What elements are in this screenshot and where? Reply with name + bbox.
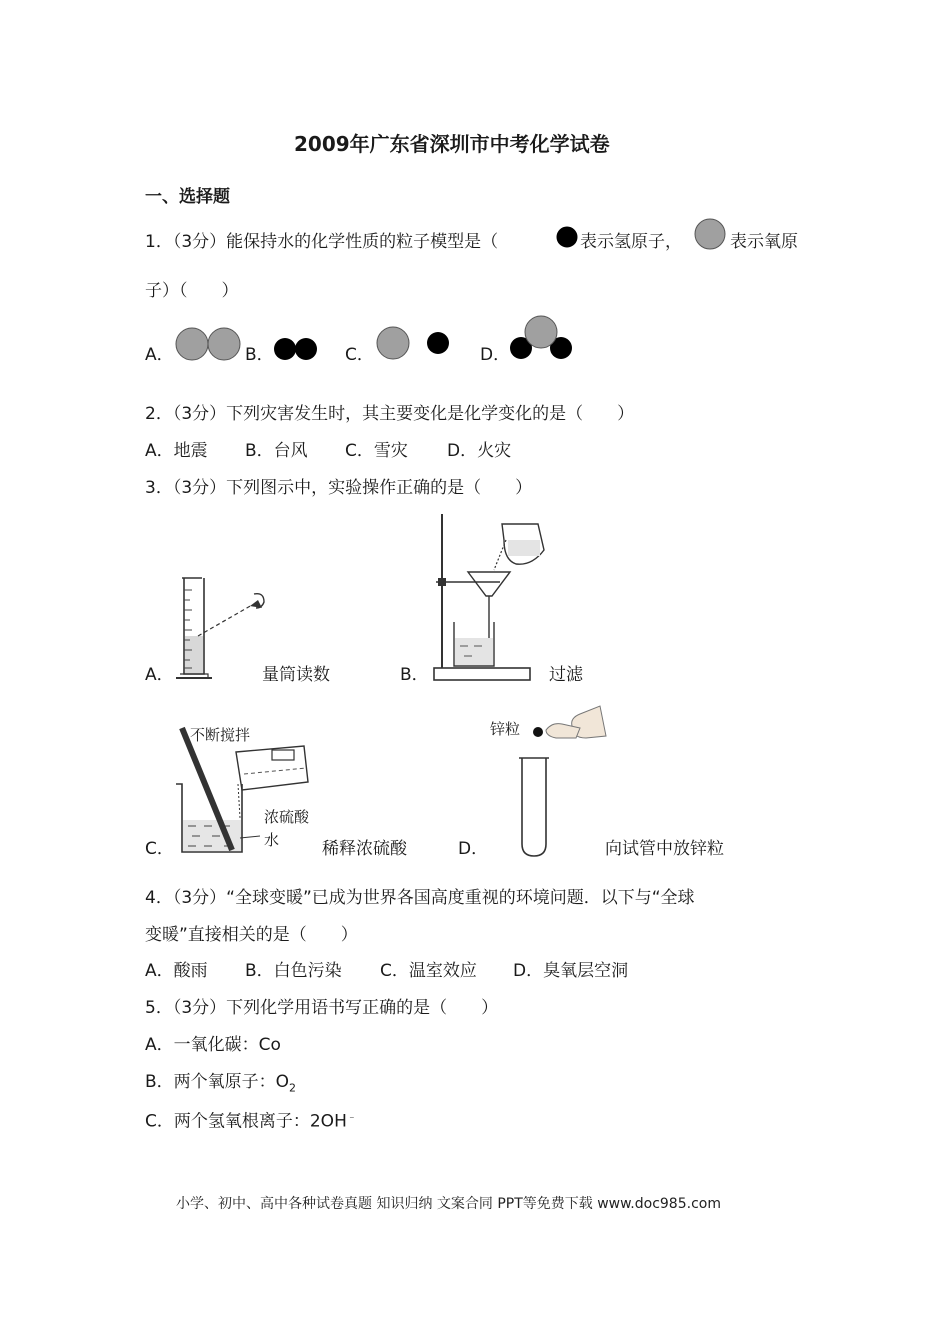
q1-option-c-model-icon (376, 326, 456, 362)
q3-option-c-caption: 稀释浓硫酸 (322, 839, 407, 859)
q1-option-a-label: A． (145, 345, 174, 365)
q2-option-a: A．地震 (145, 441, 208, 461)
oxygen-atom-icon (694, 219, 728, 253)
q1-option-d-model-icon (509, 315, 575, 365)
q1-stem-part2: 表示氢原子， (580, 232, 682, 252)
q3-option-c-label: C． (145, 839, 174, 859)
q4-option-c: C．温室效应 (380, 961, 477, 981)
q1-option-b-label: B． (245, 345, 274, 365)
q5-stem: 5．（3分）下列化学用语书写正确的是（ ） (145, 998, 499, 1018)
q5-option-b-subscript: 2 (289, 1081, 297, 1095)
q1-stem-part1: 1．（3分）能保持水的化学性质的粒子模型是（ (145, 232, 499, 252)
page-footer: 小学、初中、高中各种试卷真题 知识归纳 文案合同 PPT等免费下载 www.doc985.com (176, 1196, 721, 1212)
q1-option-c-label: C． (345, 345, 374, 365)
q3-option-b-caption: 过滤 (549, 665, 583, 685)
label-water: 水 (264, 831, 280, 849)
q2-option-b: B．台风 (245, 441, 308, 461)
q1-option-b-model-icon (273, 337, 321, 363)
q2-option-c: C．雪灾 (345, 441, 408, 461)
q4-option-b: B．白色污染 (245, 961, 342, 981)
q5-option-a: A．一氧化碳：Co (145, 1035, 281, 1055)
q3-option-d-caption: 向试管中放锌粒 (605, 839, 724, 859)
label-stirring: 不断搅拌 (190, 726, 251, 744)
q3-stem: 3．（3分）下列图示中，实验操作正确的是（ ） (145, 478, 533, 498)
hydrogen-atom-icon (556, 226, 580, 250)
q4-option-d: D．臭氧层空洞 (513, 961, 629, 981)
q5-option-c (145, 1107, 357, 1133)
q1-stem-line2: 子）（ ） (145, 281, 239, 301)
q3-option-a-caption: 量筒读数 (262, 665, 330, 685)
q4-stem-line1: 4．（3分）“全球变暖”已成为世界各国高度重视的环境问题．以下与“全球 (145, 888, 695, 908)
q2-option-d: D．火灾 (447, 441, 512, 461)
q5-option-b-text: B．两个氧原子：O (145, 1072, 290, 1092)
q1-option-a-model-icon (175, 327, 245, 363)
q3-option-b-label: B． (400, 665, 429, 685)
q5-option-b (145, 1071, 296, 1099)
q3-option-a-label: A． (145, 665, 174, 685)
q2-stem: 2．（3分）下列灾害发生时，其主要变化是化学变化的是（ ） (145, 404, 635, 424)
filtration-apparatus-illustration (428, 510, 568, 685)
q4-stem-line2: 变暖”直接相关的是（ ） (145, 925, 358, 945)
q1-stem-part3: 表示氧原 (730, 232, 798, 252)
q1-option-d-label: D． (480, 345, 511, 365)
label-zinc-granule: 锌粒 (490, 720, 521, 738)
page-title: 2009年广东省深圳市中考化学试卷 (294, 132, 610, 156)
label-concentrated-acid: 浓硫酸 (264, 808, 310, 826)
q5-option-c-superscript: ﹣ (346, 1112, 357, 1123)
q4-option-a: A．酸雨 (145, 961, 208, 981)
section-heading: 一、选择题 (145, 187, 230, 207)
q5-option-c-text: C．两个氢氧根离子：2OH (145, 1111, 347, 1132)
q3-option-d-label: D． (458, 839, 489, 859)
